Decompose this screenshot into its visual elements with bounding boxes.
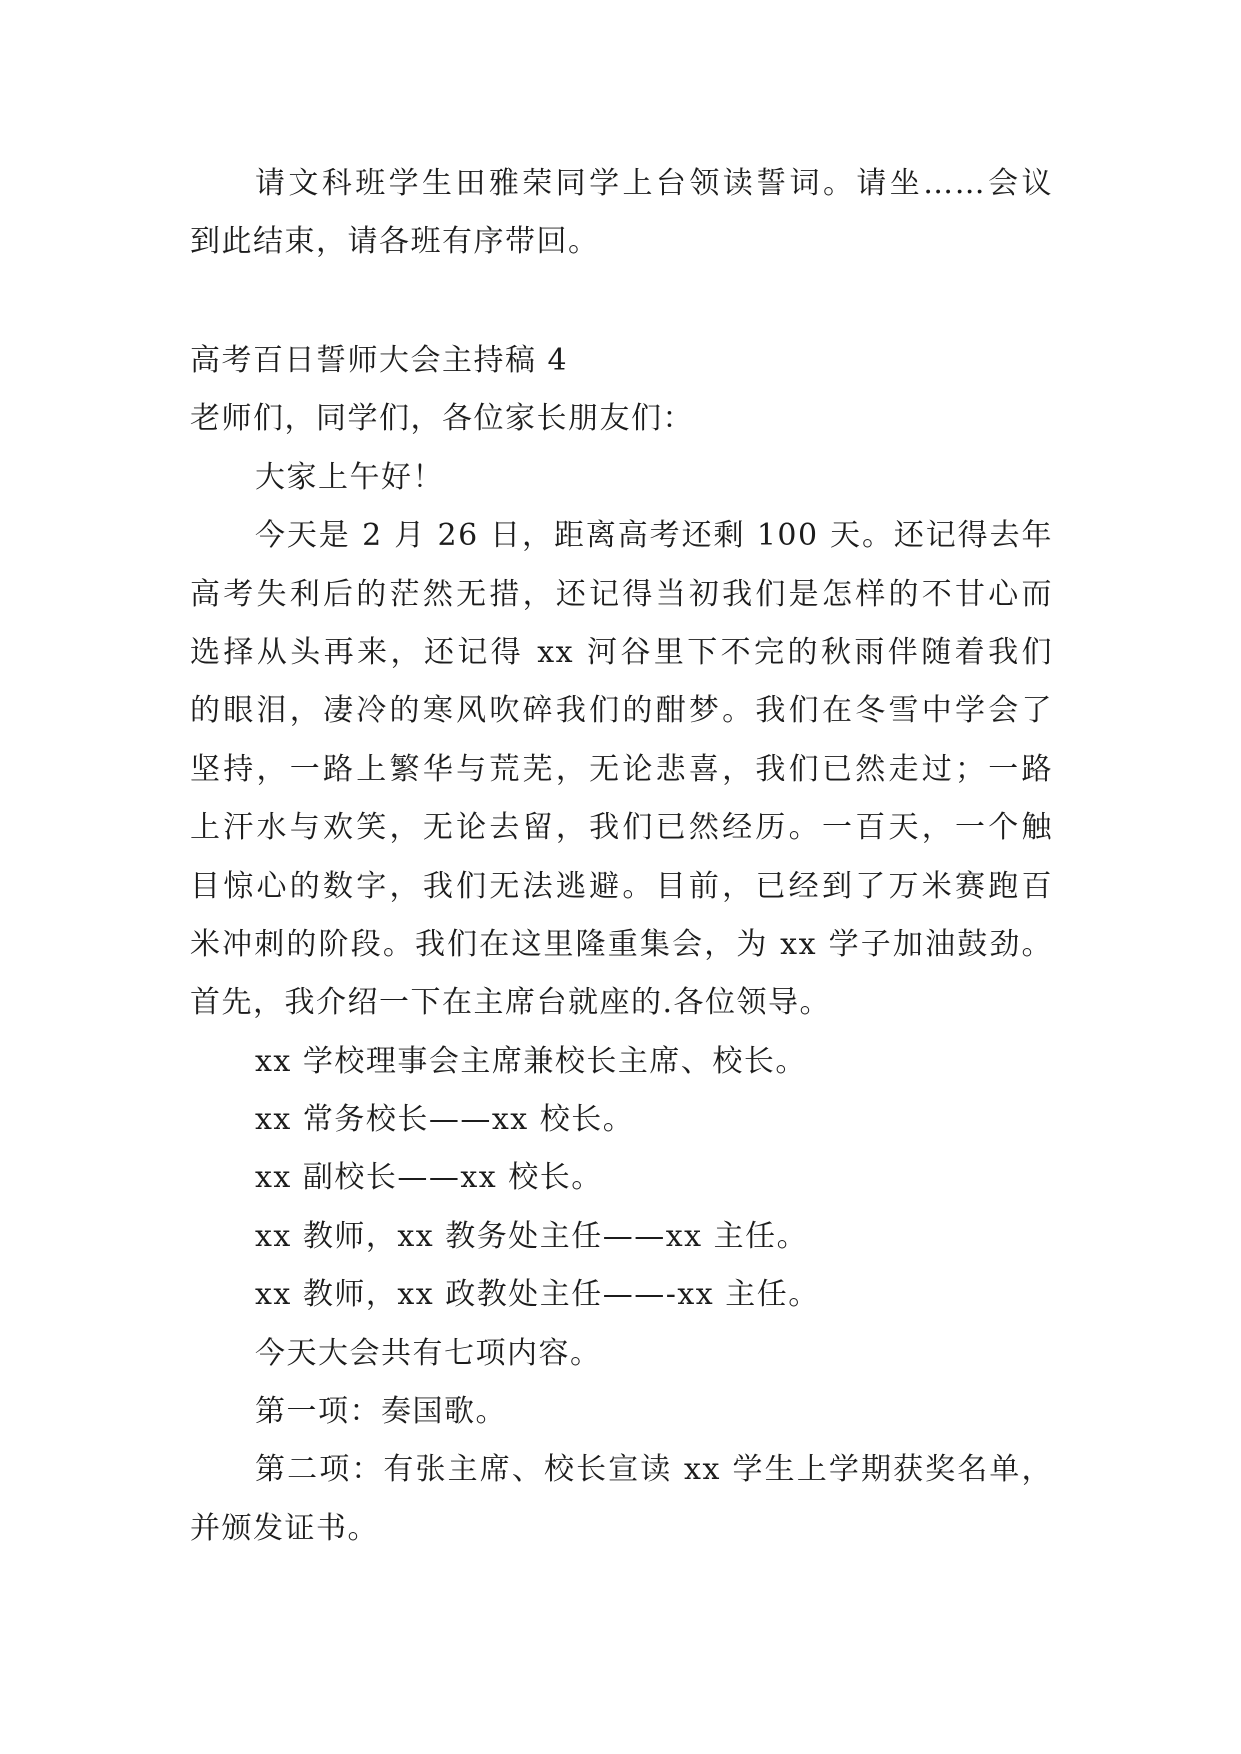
list-item: xx 教师，xx 教务处主任——xx 主任。 [255, 1218, 809, 1254]
paragraph-line: 请文科班学生田雅荣同学上台领读誓词。请坐……会议 [255, 166, 1053, 201]
paragraph-line: 并颁发证书。 [190, 1510, 379, 1546]
paragraph-line: 首先，我介绍一下在主席台就座的.各位领导。 [190, 985, 832, 1021]
greeting: 大家上午好！ [255, 459, 444, 495]
list-item: xx 常务校长——xx 校长。 [255, 1102, 635, 1138]
paragraph-line: 的眼泪，凄冷的寒风吹碎我们的酣梦。我们在冬雪中学会了 [190, 693, 1053, 729]
opening-paragraph [190, 507, 1053, 1033]
paragraph-line: 目惊心的数字，我们无法逃避。目前，已经到了万米赛跑百 [190, 868, 1053, 904]
paragraph-line: 今天是 2 月 26 日，距离高考还剩 100 天。还记得去年 [255, 518, 1053, 554]
paragraph-line: 高考失利后的茫然无措，还记得当初我们是怎样的不甘心而 [190, 576, 1053, 612]
closing-paragraph [190, 155, 1053, 272]
paragraph-line: 到此结束，请各班有序带回。 [190, 224, 600, 260]
paragraph-line: 选择从头再来，还记得 xx 河谷里下不完的秋雨伴随着我们 [190, 634, 1053, 670]
paragraph-line: 第二项：有张主席、校长宣读 xx 学生上学期获奖名单， [255, 1452, 1053, 1488]
agenda-item: 第一项：奏国歌。 [255, 1394, 507, 1430]
list-item: xx 学校理事会主席兼校长主席、校长。 [255, 1043, 807, 1079]
salutation: 老师们，同学们，各位家长朋友们： [190, 401, 694, 437]
list-item: xx 副校长——xx 校长。 [255, 1160, 603, 1196]
agenda-item [190, 1441, 1053, 1558]
paragraph-line: 上汗水与欢笑，无论去留，我们已然经历。一百天，一个触 [190, 810, 1053, 846]
paragraph-line: 米冲刺的阶段。我们在这里隆重集会，为 xx 学子加油鼓劲。 [190, 926, 1053, 962]
section-title: 高考百日誓师大会主持稿 4 [190, 343, 569, 378]
agenda-intro: 今天大会共有七项内容。 [255, 1335, 602, 1371]
host-script-section [190, 332, 1053, 1558]
leaders-list [190, 1033, 1053, 1325]
list-item: xx 教师，xx 政教处主任——-xx 主任。 [255, 1277, 820, 1313]
paragraph-line: 坚持，一路上繁华与荒芜，无论悲喜，我们已然走过；一路 [190, 751, 1053, 787]
